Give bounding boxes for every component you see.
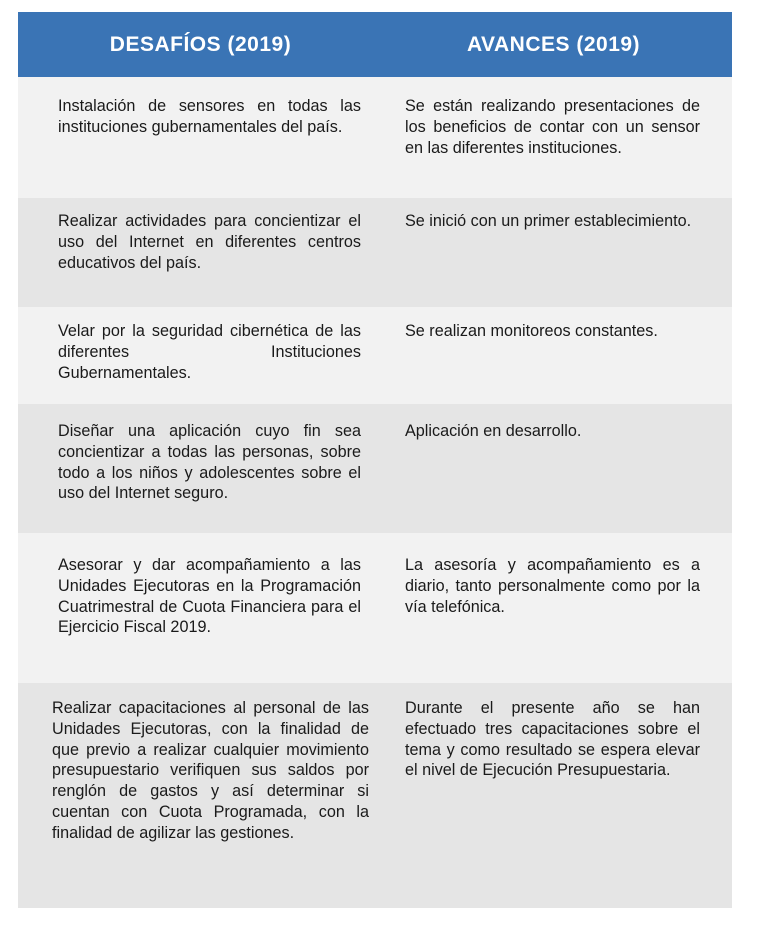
desafio-cell: Instalación de sensores en todas las instituciones gubernamentales del país.: [58, 97, 361, 136]
desafio-cell: Realizar capacitaciones al personal de las Unidades Ejecutoras, con la finalidad de que previo a realizar cualquier movimiento presupuestario verifiquen sus saldos por renglón de gastos y así determinar si cuentan con Cuota Programada, con la finalidad de agilizar las gestiones.: [52, 699, 369, 842]
table-row: [18, 533, 732, 683]
desafio-cell: Realizar actividades para concientizar el uso del Internet en diferentes centros educativos del país.: [58, 212, 361, 272]
table-header: [18, 12, 732, 77]
avance-cell: Se están realizando presentaciones de los beneficios de contar con un sensor en las diferentes instituciones.: [405, 97, 700, 157]
avance-cell: Durante el presente año se han efectuado tres capacitaciones sobre el tema y como resultado se espera elevar el nivel de Ejecución Presupuestaria.: [405, 699, 700, 780]
table-row: [18, 77, 732, 198]
challenges-progress-table: [18, 12, 732, 908]
desafio-cell: Diseñar una aplicación cuyo fin sea concientizar a todas las personas, sobre todo a los niños y adolescentes sobre el uso del Internet seguro.: [58, 422, 361, 503]
table-row: [18, 307, 732, 404]
avance-cell: Se realizan monitoreos constantes.: [405, 322, 658, 340]
avance-cell: Aplicación en desarrollo.: [405, 422, 582, 440]
table-row: [18, 404, 732, 533]
avance-cell: La asesoría y acompañamiento es a diario, tanto personalmente como por la vía telefónica.: [405, 556, 700, 616]
avance-cell: Se inició con un primer establecimiento.: [405, 212, 692, 230]
header-avances: AVANCES (2019): [466, 32, 641, 56]
table-row: [18, 198, 732, 307]
header-desafios: DESAFÍOS (2019): [109, 32, 292, 56]
desafio-cell: Asesorar y dar acompañamiento a las Unidades Ejecutoras en la Programación Cuatrimestral de Cuota Financiera para el Ejercicio Fiscal 2019.: [58, 556, 361, 637]
desafio-cell: Velar por la seguridad cibernética de las diferentes Instituciones Gubernamentales.: [58, 322, 361, 382]
table-row: [18, 683, 732, 908]
